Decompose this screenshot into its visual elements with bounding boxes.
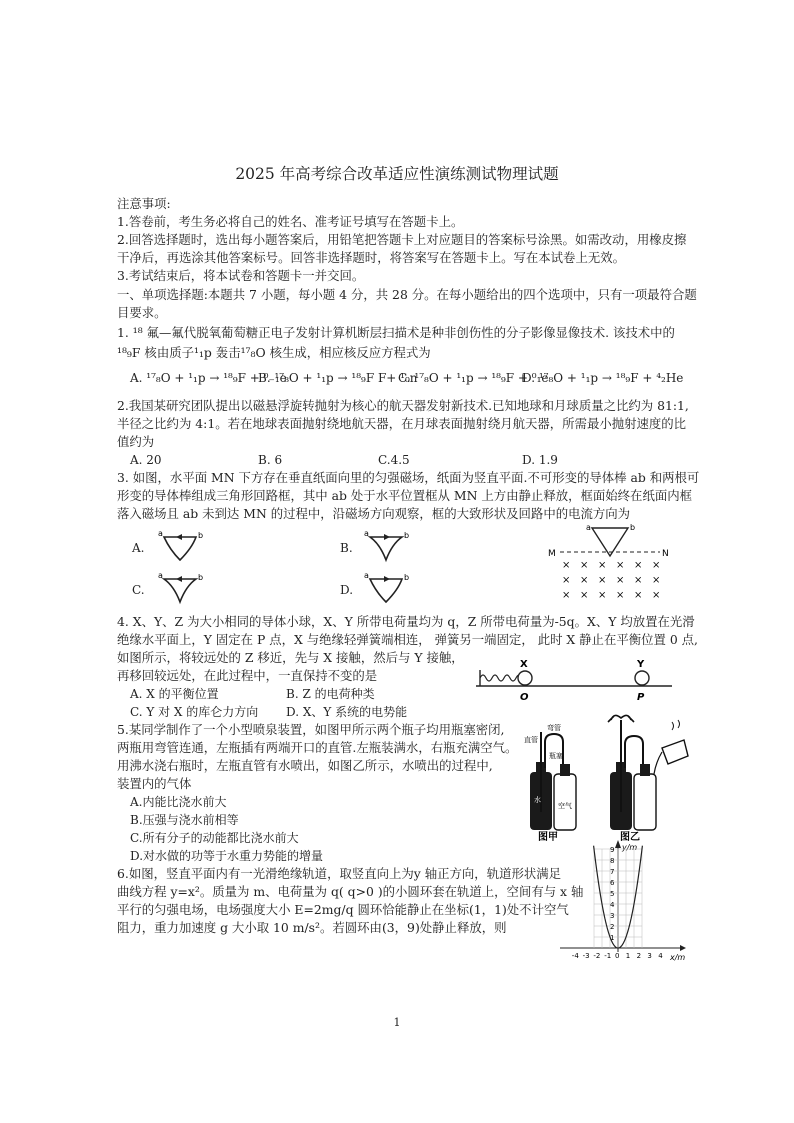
- label-water: 水: [534, 796, 541, 804]
- x-tick-label: -3: [582, 952, 590, 960]
- q3-label-b: b: [630, 523, 636, 532]
- q4-option-d: D. X、Y 系统的电势能: [286, 705, 408, 719]
- field-cross-mark: ×: [634, 590, 643, 601]
- line-m-label: M: [548, 549, 556, 559]
- x-tick-label: -4: [571, 952, 579, 960]
- field-cross-mark: ×: [598, 560, 607, 571]
- y-tick-label: 2: [610, 923, 615, 931]
- q1-option-a: A. ¹⁷₈O + ¹₁p → ¹⁸₉F + ⁰₋₁e: [130, 371, 287, 385]
- field-cross-mark: ×: [652, 560, 661, 571]
- q4-stem: 再移回较远处，在此过程中，一直保持不变的是: [117, 668, 378, 683]
- y-tick-label: 4: [610, 901, 615, 909]
- field-cross-mark: ×: [562, 590, 571, 601]
- q3-label-a: a: [364, 571, 369, 580]
- q3-figure-d: [364, 572, 410, 606]
- q2-option-d: D. 1.9: [522, 453, 558, 467]
- q3-label-b: b: [198, 573, 204, 582]
- q2-stem: 半径之比约为 4:1。若在地球表面抛射绕地航天器，在月球表面抛射绕月航天器，所需最小抛射速度的比: [117, 416, 687, 431]
- label-bent-tube: 弯管: [547, 724, 561, 732]
- q3-figure-c: [158, 572, 204, 606]
- ball-x-label: X: [520, 659, 528, 670]
- label-plug: 瓶塞: [549, 752, 563, 760]
- q3-label-b: b: [198, 531, 204, 540]
- y-tick-label: 9: [610, 846, 615, 854]
- q6-stem: 曲线方程 y=x²。质量为 m、电荷量为 q( q>0 )的小圆环套在轨道上，空间有与 x 轴: [117, 884, 584, 899]
- q3-option-b-label: B.: [340, 541, 353, 555]
- y-tick-label: 8: [610, 857, 615, 865]
- line-n-label: N: [662, 549, 669, 559]
- q6-stem: 6.如图，竖直平面内有一光滑绝缘轨道，取竖直向上为y 轴正方向，轨道形状满足: [117, 866, 562, 881]
- q4-option-b: B. Z 的电荷种类: [286, 687, 375, 701]
- q3-stem: 3. 如图，水平面 MN 下方存在垂直纸面向里的匀强磁场，纸面为竖直平面.不可形变的导体棒 ab 和两根可: [117, 470, 700, 485]
- field-cross-mark: ×: [634, 575, 643, 586]
- field-cross-mark: ×: [598, 590, 607, 601]
- field-cross-mark: ×: [634, 560, 643, 571]
- ball-y-label: Y: [637, 659, 645, 670]
- caption-fig-b: 图乙: [620, 832, 640, 843]
- q5-stem: 5.某同学制作了一个小型喷泉装置，如图甲所示两个瓶子均用瓶塞密闭,: [117, 722, 505, 737]
- q2-stem: 值约为: [117, 434, 155, 449]
- q5-stem: 装置内的气体: [117, 776, 192, 791]
- q3-figure-a: [158, 530, 204, 564]
- y-tick-label: 6: [610, 879, 615, 887]
- field-cross-mark: ×: [580, 575, 589, 586]
- section-heading-cont: 目要求。: [117, 305, 167, 320]
- q3-stem: 形变的导体棒组成三角形回路框，其中 ab 处于水平位置框从 MN 上方由静止释放，框面始终在纸面内框: [117, 488, 693, 503]
- q1-option-c: C. ¹⁷₈O + ¹₁p → ¹⁸₉F + ⁰₁e: [398, 371, 549, 385]
- q3-label-a: a: [158, 571, 163, 580]
- y-tick-label: 7: [610, 868, 615, 876]
- q5-figure: [522, 712, 698, 843]
- q3-label-a: a: [158, 529, 163, 538]
- page-number: 1: [393, 1016, 401, 1029]
- q3-label-a: a: [364, 529, 369, 538]
- q1-option-b: B. ¹⁷₈O + ¹₁p → ¹⁸₉F F+ ¹₀n: [258, 371, 418, 385]
- notice-item: 2.回答选择题时，选出每小题答案后，用铅笔把答题卡上对应题目的答案标号涂黑。如需改动，用橡皮擦: [117, 232, 687, 247]
- magnetic-field-crosses: [562, 560, 660, 601]
- q1-stem: 1. ¹⁸ 氟—氟代脱氧葡萄糖正电子发射计算机断层扫描术是种非创伤性的分子影像显像技术. 该技术中的: [117, 325, 675, 340]
- field-cross-mark: ×: [616, 590, 625, 601]
- q3-stem: 落入磁场且 ab 未到达 MN 的过程中，沿磁场方向观察，框的大致形状及回路中的电流方向为: [117, 506, 631, 521]
- q2-option-b: B. 6: [258, 453, 283, 467]
- x-tick-label: -1: [604, 952, 612, 960]
- q5-stem: 两瓶用弯管连通，左瓶插有两端开口的直管.左瓶装满水，右瓶充满空气。: [117, 740, 518, 755]
- q4-option-a: A. X 的平衡位置: [130, 687, 219, 701]
- q3-label-b: b: [404, 531, 410, 540]
- x-tick-label: 2: [636, 952, 642, 960]
- field-cross-mark: ×: [580, 560, 589, 571]
- q1-stem: ¹⁸₉F 核由质子¹₁p 轰击¹⁷₈O 核生成，相应核反应方程式为: [117, 345, 431, 360]
- y-tick-label: 3: [610, 912, 615, 920]
- y-axis-label: y/m: [622, 843, 638, 852]
- q5-option-b: B.压强与浇水前相等: [130, 813, 239, 827]
- notice-item: 3.考试结束后，将本试卷和答题卡一并交回。: [117, 268, 365, 283]
- field-cross-mark: ×: [616, 575, 625, 586]
- field-cross-mark: ×: [652, 575, 661, 586]
- q6-stem: 平行的匀强电场，电场强度大小 E=2mg/q 圆环恰能静止在坐标(1，1)处不计空气: [117, 902, 569, 917]
- point-o-label: O: [520, 692, 529, 703]
- q3-figure-b: [364, 530, 410, 564]
- x-axis-label: x/m: [670, 953, 686, 962]
- q2-stem: 2.我国某研究团队提出以磁悬浮旋转抛射为核心的航天器发射新技术.已知地球和月球质量之比约为 81:1,: [117, 398, 689, 413]
- q3-label-a: a: [586, 523, 591, 532]
- label-air: 空气: [558, 802, 572, 810]
- q3-main-figure: [548, 522, 678, 604]
- x-tick-label: 0: [615, 952, 620, 960]
- q3-option-a-label: A.: [132, 541, 145, 555]
- notice-item: 干净后，再选涂其他答案标号。回答非选择题时，将答案写在答题卡上。写在本试卷上无效。: [117, 250, 626, 265]
- q6-stem: 阻力，重力加速度 g 大小取 10 m/s²。若圆环由(3，9)处静止释放，则: [117, 920, 507, 935]
- q3-label-b: b: [404, 573, 410, 582]
- caption-fig-a: 图甲: [538, 832, 558, 843]
- x-tick-label: 4: [658, 952, 663, 960]
- field-cross-mark: ×: [562, 575, 571, 586]
- section-heading: 一、单项选择题:本题共 7 小题，每小题 4 分，共 28 分。在每小题给出的四个选项中，只有一项最符合题: [117, 287, 697, 302]
- q5-stem: 用沸水浇右瓶时，左瓶直管有水喷出，如图乙所示，水喷出的过程中,: [117, 758, 493, 773]
- q5-option-c: C.所有分子的动能都比浇水前大: [130, 831, 299, 845]
- field-cross-mark: ×: [598, 575, 607, 586]
- q4-stem: 如图所示，将较远处的 Z 移近，先与 X 接触，然后与 Y 接触，: [117, 650, 464, 665]
- label-straight-tube: 直管: [524, 736, 538, 744]
- field-cross-mark: ×: [652, 590, 661, 601]
- q4-stem: 4. X、Y、Z 为大小相同的导体小球，X、Y 所带电荷量均为 q，Z 所带电荷量为-5q。X、Y 均放置在光滑: [117, 614, 695, 629]
- field-cross-mark: ×: [562, 560, 571, 571]
- q2-option-a: A. 20: [130, 453, 162, 467]
- point-p-label: P: [637, 692, 645, 703]
- y-tick-label: 5: [610, 890, 615, 898]
- x-tick-label: 1: [625, 952, 631, 960]
- q3-option-c-label: C.: [132, 583, 145, 597]
- q4-stem: 绝缘水平面上，Y 固定在 P 点，X 与绝缘轻弹簧端相连， 弹簧另一端固定， 此时 X 静止在平衡位置 0 点,: [117, 632, 698, 647]
- q3-option-d-label: D.: [340, 583, 354, 597]
- notice-heading: 注意事项:: [117, 196, 171, 211]
- q4-figure: [476, 656, 672, 706]
- page-title: 2025 年高考综合改革适应性演练测试物理试题: [235, 165, 559, 183]
- q1-option-d: D. ¹⁷₈O + ¹₁p → ¹⁸₉F + ⁴₂He: [522, 371, 684, 385]
- q6-parabola-figure: [560, 840, 690, 964]
- q2-option-c: C.4.5: [378, 453, 410, 467]
- notice-item: 1.答卷前，考生务必将自己的姓名、准考证号填写在答题卡上。: [117, 214, 464, 229]
- q4-option-c: C. Y 对 X 的库仑力方向: [130, 705, 259, 719]
- y-tick-label: 1: [610, 934, 615, 942]
- field-cross-mark: ×: [580, 590, 589, 601]
- x-tick-label: -2: [593, 952, 601, 960]
- q5-option-d: D.对水做的功等于水重力势能的增量: [130, 849, 324, 863]
- x-tick-label: 3: [647, 952, 652, 960]
- field-cross-mark: ×: [616, 560, 625, 571]
- q5-option-a: A.内能比浇水前大: [130, 795, 227, 809]
